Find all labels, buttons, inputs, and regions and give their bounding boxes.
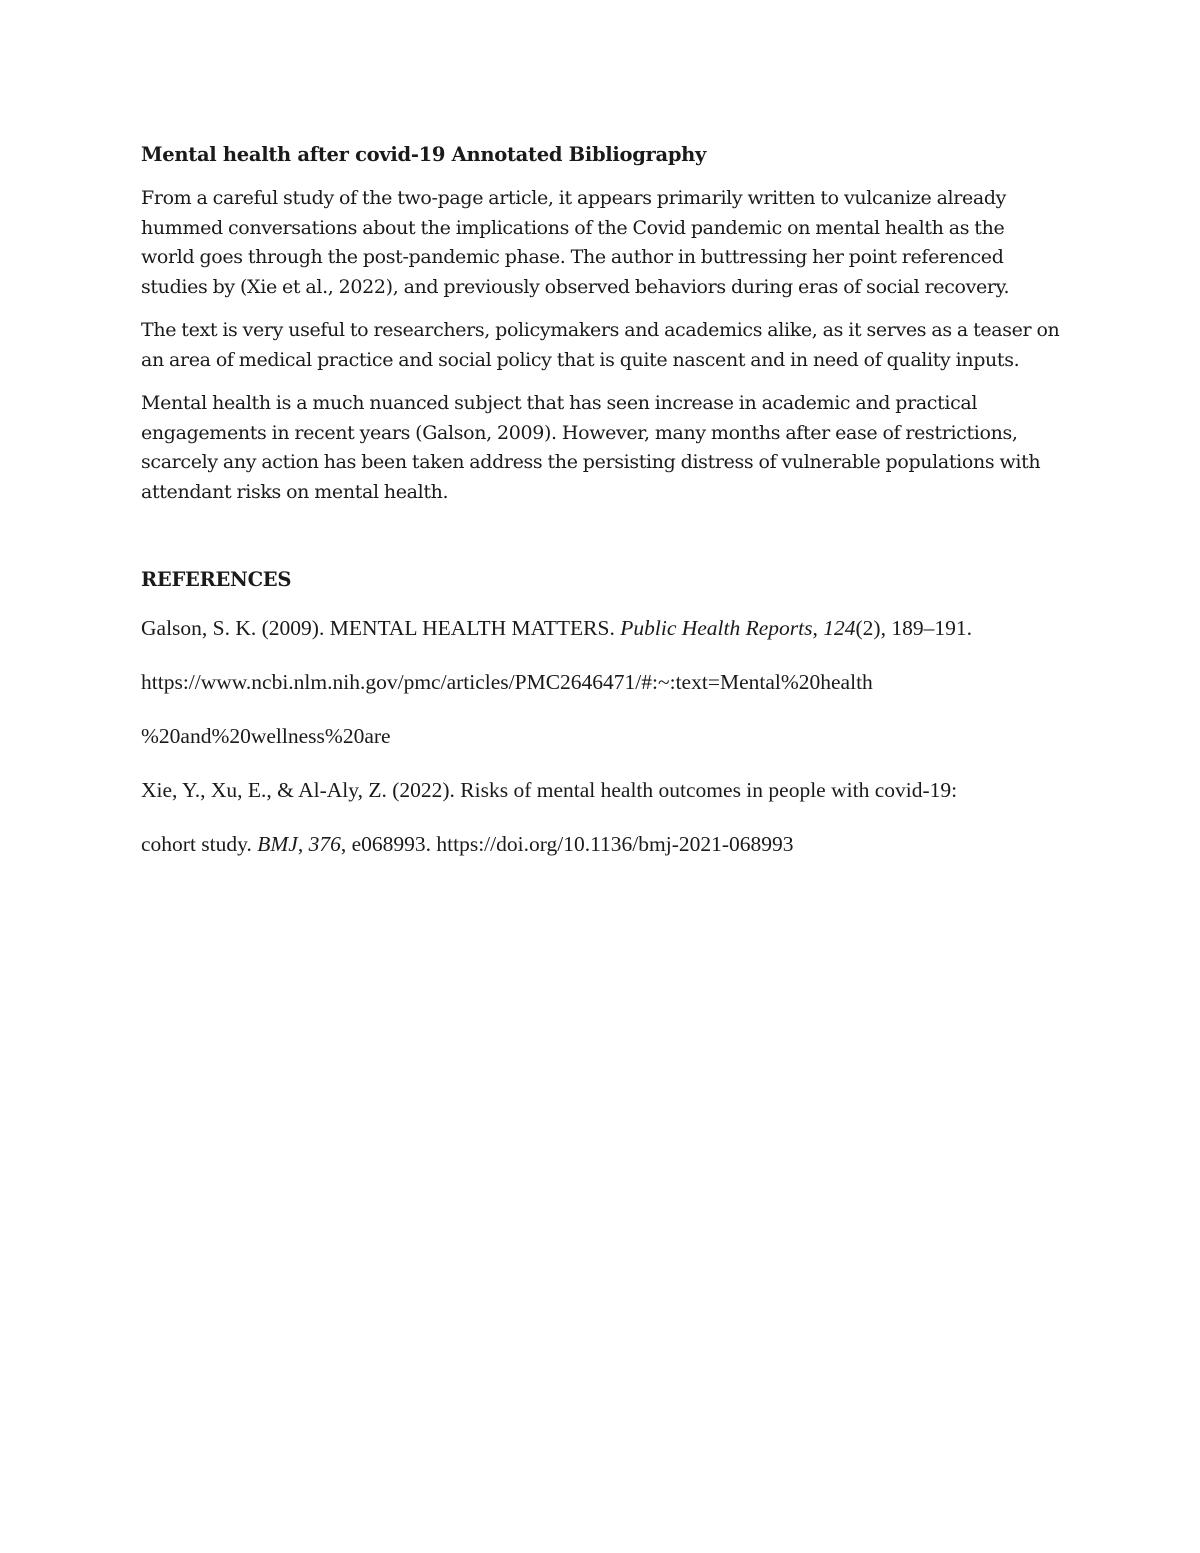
paragraph-2: The text is very useful to researchers, policymakers and academics alike, as it serves as a teaser on an area of medical practice and social policy that is quite nascent and in need of quality inputs. (141, 319, 1060, 371)
reference-volume: 124 (823, 616, 856, 640)
paragraph-1: From a careful study of the two-page article, it appears primarily written to vulcanize already hummed conversations about the implications of the Covid pandemic on mental health as the world goes through the post-pandemic phase. The author in buttressing her point referenced studies by (Xie et al., 2022), and previously observed behaviors during eras of social recovery. (141, 187, 1010, 298)
reference-separator: , (812, 616, 824, 640)
references-heading: REFERENCES (141, 568, 292, 591)
document-title: Mental health after covid-19 Annotated Bibliography (141, 143, 707, 166)
reference-title-cont: cohort study. (141, 832, 258, 856)
reference-separator: , (297, 832, 309, 856)
reference-journal: BMJ (257, 832, 298, 856)
reference-url-line[interactable]: %20and%20wellness%20are (141, 724, 391, 748)
document-body (141, 140, 1061, 871)
reference-volume: 376 (308, 832, 341, 856)
reference-line: Xie, Y., Xu, E., & Al-Aly, Z. (2022). Risks of mental health outcomes in people with covid-19: (141, 778, 958, 802)
reference-url-line[interactable]: https://www.ncbi.nlm.nih.gov/pmc/articles/PMC2646471/#:~:text=Mental%20health (141, 670, 873, 694)
paragraph-3: Mental health is a much nuanced subject that has seen increase in academic and practical engagements in recent years (Galson, 2009). However, many months after ease of restrictions, scarcely any action has been taken address the persisting distress of vulnerable populations with attendant risks on mental health. (141, 392, 1041, 503)
reference-doi[interactable]: , e068993. https://doi.org/10.1136/bmj-2021-068993 (340, 832, 794, 856)
reference-galson (141, 601, 1061, 763)
reference-line (141, 601, 1061, 655)
reference-journal: Public Health Reports (620, 616, 813, 640)
reference-xie (141, 763, 1061, 871)
reference-line (141, 817, 1061, 871)
reference-authors-title: Galson, S. K. (2009). MENTAL HEALTH MATTERS. (141, 616, 621, 640)
reference-pages: (2), 189–191. (855, 616, 972, 640)
